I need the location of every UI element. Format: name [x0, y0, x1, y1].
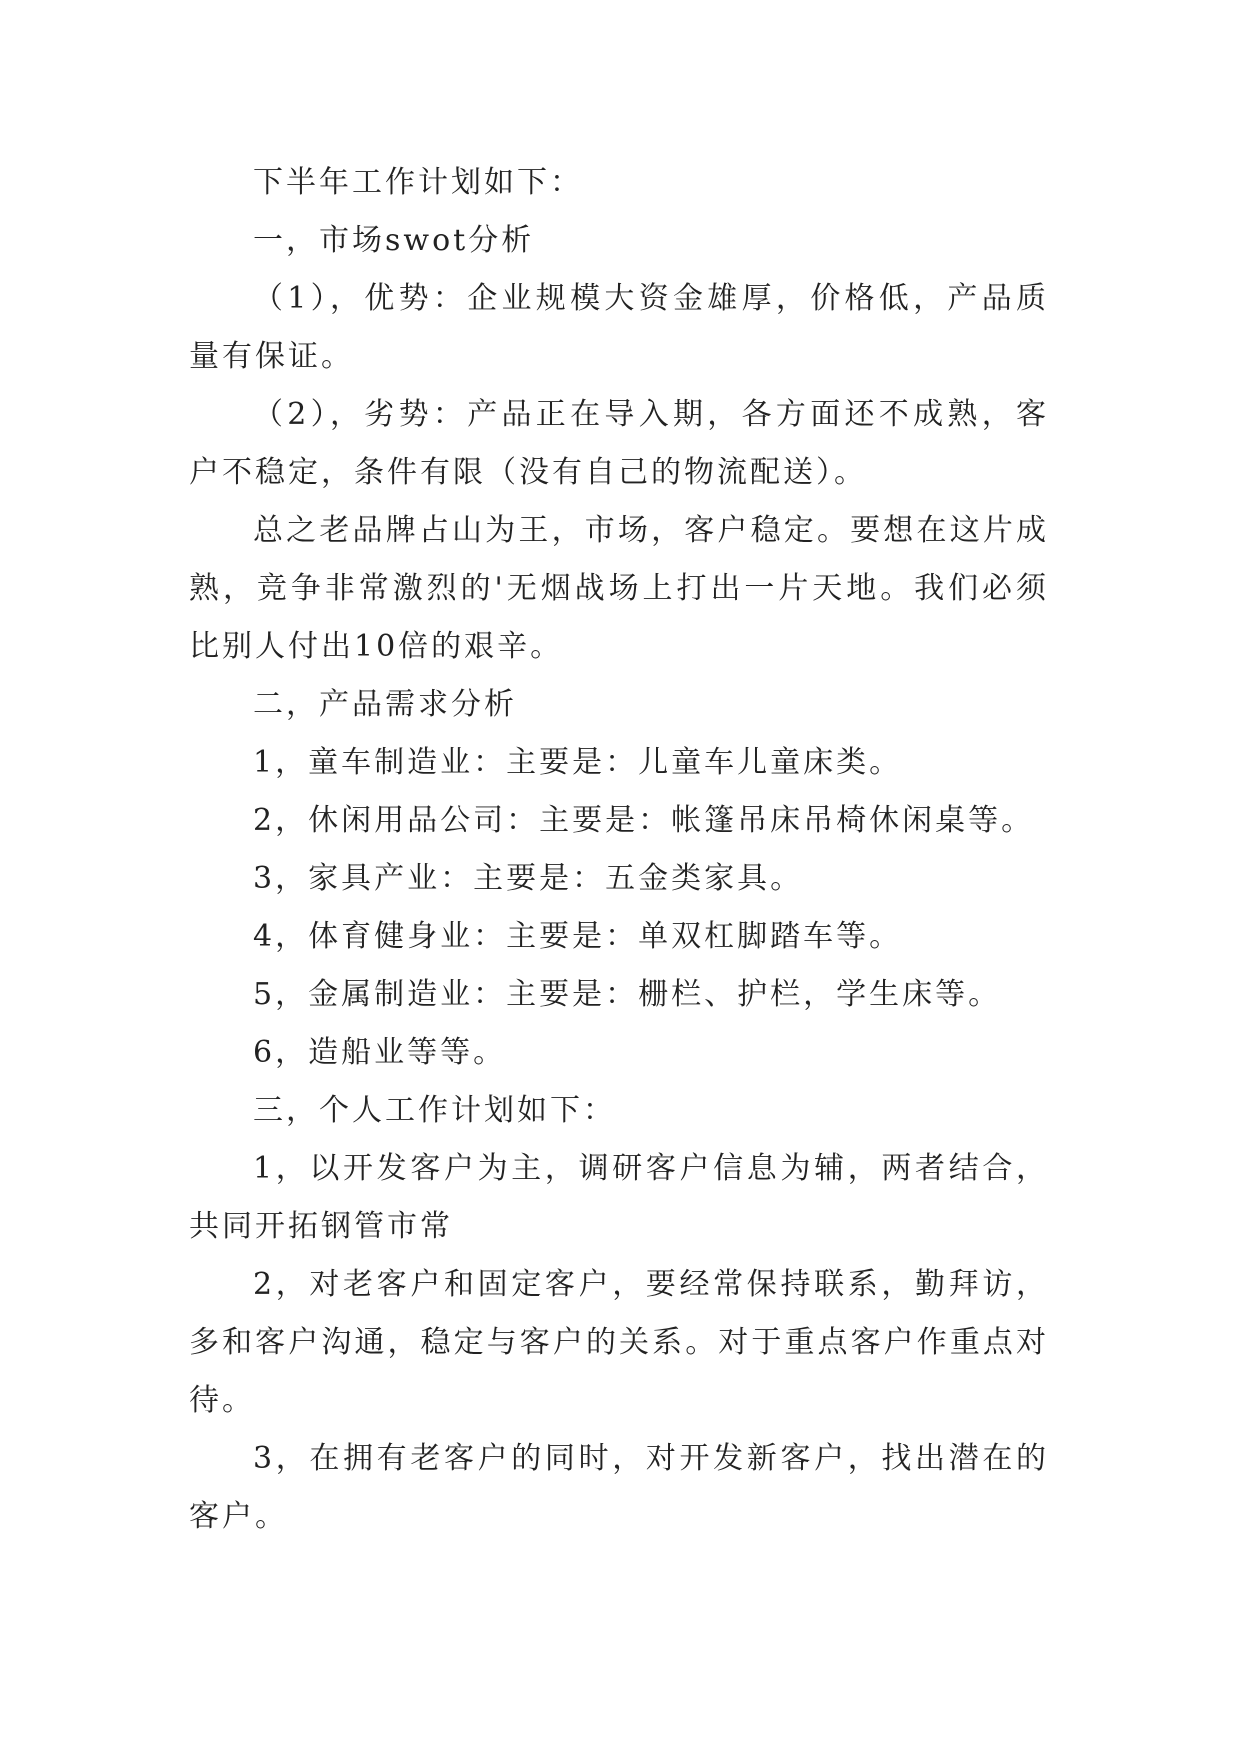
- list-item: 6，造船业等等。: [253, 1035, 507, 1070]
- paragraph-summary: 总之老品牌占山为王，市场，客户稳定。要想在这片成熟，竞争非常激烈的'无烟战场上打出一片天地。我们必须比别人付出10倍的艰辛。: [189, 513, 1049, 664]
- section-heading-swot: 一，市场swot分析: [253, 223, 535, 258]
- list-item: 5，金属制造业：主要是：栅栏、护栏，学生床等。: [253, 977, 1002, 1012]
- plan-item: 2，对老客户和固定客户，要经常保持联系，勤拜访，多和客户沟通，稳定与客户的关系。对于重点客户作重点对待。: [189, 1267, 1049, 1418]
- plan-item: 1，以开发客户为主，调研客户信息为辅，两者结合，共同开拓钢管市常: [189, 1151, 1049, 1244]
- intro-heading: 下半年工作计划如下：: [253, 165, 583, 200]
- plan-item: 3，在拥有老客户的同时，对开发新客户，找出潜在的客户。: [189, 1441, 1049, 1534]
- list-item: 4，体育健身业：主要是：单双杠脚踏车等。: [253, 919, 903, 954]
- list-item: 3，家具产业：主要是：五金类家具。: [253, 861, 804, 896]
- document-body: [189, 154, 1049, 1546]
- list-item: 1，童车制造业：主要是：儿童车儿童床类。: [253, 745, 903, 780]
- paragraph-strengths: （1），优势：企业规模大资金雄厚，价格低，产品质量有保证。: [189, 281, 1049, 374]
- list-item: 2，休闲用品公司：主要是：帐篷吊床吊椅休闲桌等。: [253, 803, 1035, 838]
- paragraph-weaknesses: （2），劣势：产品正在导入期，各方面还不成熟，客户不稳定，条件有限（没有自己的物流配送）。: [189, 397, 1049, 490]
- section-heading-personal-plan: 三，个人工作计划如下：: [253, 1093, 616, 1128]
- section-heading-demand: 二，产品需求分析: [253, 687, 517, 722]
